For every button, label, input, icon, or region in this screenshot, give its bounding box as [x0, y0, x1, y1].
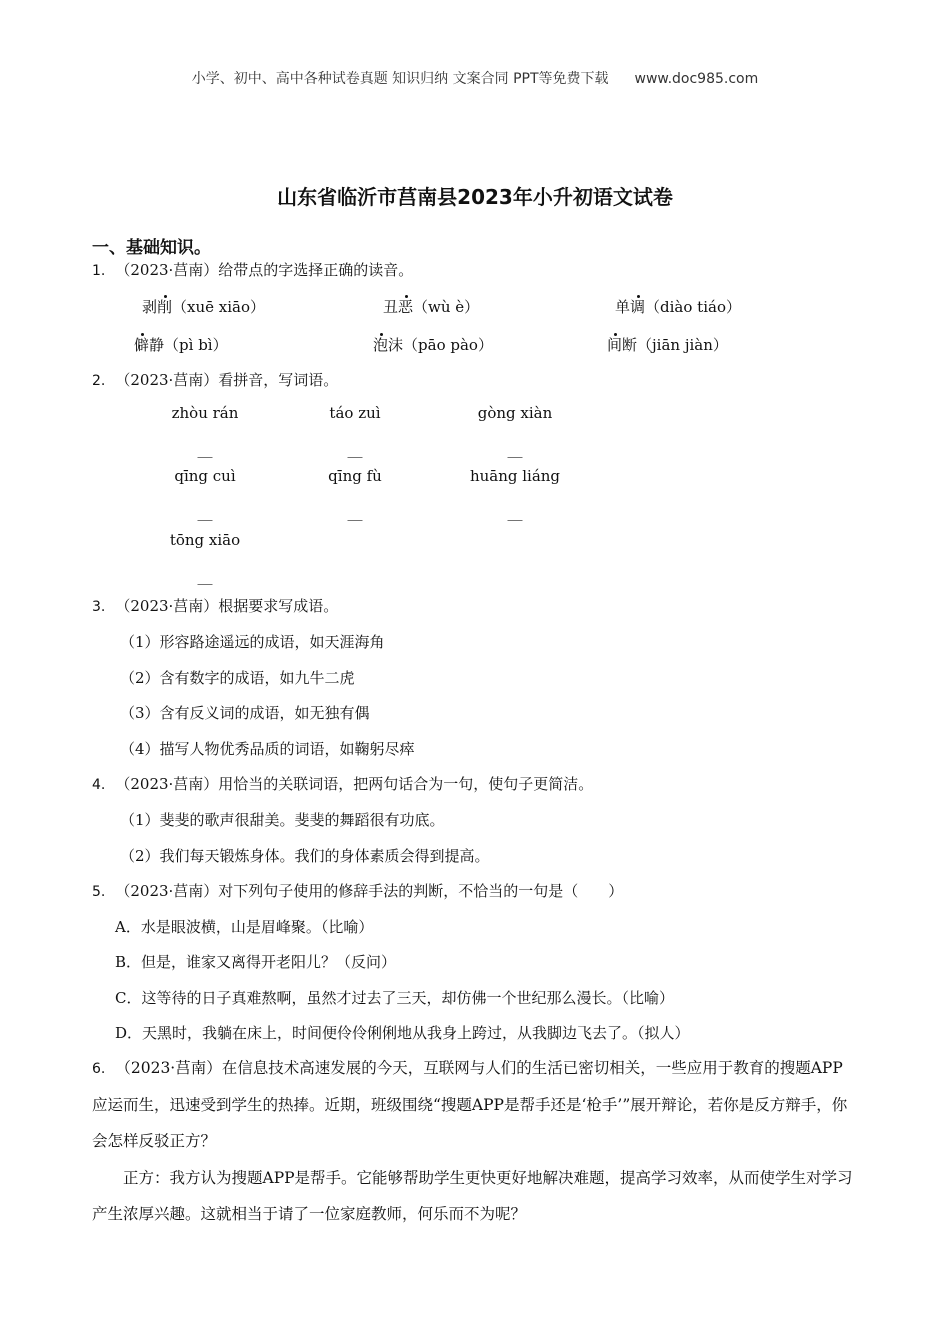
q3-sub-2: （2）含有数字的成语，如九牛二虎: [120, 669, 355, 687]
question-number: 2.: [92, 373, 106, 389]
question-stem: （2023·莒南）看拼音，写词语。: [115, 371, 339, 389]
q6-affirmative-statement: 正方：我方认为搜题APP是帮手。它能够帮助学生更快更好地解决难题，提高学习效率，从而使学生对学习产生浓厚兴趣。这就相当于请了一位家庭教师，何乐而不为呢？: [92, 1169, 853, 1223]
q3-sub-3: （3）含有反义词的成语，如无独有偶: [120, 704, 370, 722]
header-url[interactable]: www.doc985.com: [634, 71, 759, 87]
question-stem: （2023·莒南）在信息技术高速发展的今天，互联网与人们的生活已密切相关，一些应用于教育的搜题APP应运而生，迅速受到学生的热捧。近期，班级围绕“搜题APP是帮手还是‘枪手’”展开辩论，若你是反方辩手，你会怎样反驳正方？: [92, 1059, 848, 1150]
q5-option-d[interactable]: D．天黑时，我躺在床上，时间便伶伶俐俐地从我身上跨过，从我脚边飞去了。（拟人）: [115, 1024, 690, 1042]
q4-sub-1: （1）斐斐的歌声很甜美。斐斐的舞蹈很有功底。: [120, 811, 445, 829]
q1-item-4: 僻静（pì bì）: [134, 336, 228, 354]
q1-item-2: 丑恶（wù è）: [383, 298, 480, 316]
exam-title: 山东省临沂市莒南县2023年小升初语文试卷: [277, 185, 673, 209]
question-2: [92, 369, 338, 390]
question-3: [92, 595, 338, 616]
section-basic-knowledge: 一、基础知识。: [92, 238, 211, 258]
q3-sub-1: （1）形容路途遥远的成语，如天涯海角: [120, 633, 385, 651]
header-text: 小学、初中、高中各种试卷真题 知识归纳 文案合同 PPT等免费下载: [191, 71, 609, 87]
question-stem: （2023·莒南）给带点的字选择正确的读音。: [115, 261, 414, 279]
question-1: [92, 259, 413, 280]
question-number: 6.: [92, 1061, 106, 1077]
question-number: 1.: [92, 263, 106, 279]
q1-item-5: 泡沫（pāo pào）: [373, 336, 493, 354]
answer-blank[interactable]: __: [197, 440, 213, 458]
answer-blank[interactable]: __: [197, 567, 213, 585]
question-stem: （2023·莒南）用恰当的关联词语，把两句话合为一句，使句子更简洁。: [115, 775, 594, 793]
q4-sub-2: （2）我们每天锻炼身体。我们的身体素质会得到提高。: [120, 847, 490, 865]
pinyin-zhouran: zhòu rán: [171, 404, 239, 422]
question-4: [92, 773, 593, 794]
pinyin-taozui: táo zuì: [329, 404, 381, 422]
q1-item-6: 间断（jiān jiàn）: [607, 336, 728, 354]
question-number: 3.: [92, 599, 106, 615]
q5-option-c[interactable]: C．这等待的日子真难熬啊，虽然才过去了三天，却仿佛一个世纪那么漫长。（比喻）: [115, 989, 674, 1007]
pinyin-qingfu: qīng fù: [328, 467, 382, 485]
question-5: [92, 880, 623, 901]
site-header: [0, 68, 950, 88]
q5-option-b[interactable]: B．但是，谁家又离得开老阳儿？（反问）: [115, 953, 397, 971]
q1-item-1: 剥削（xuē xiāo）: [142, 298, 266, 316]
answer-blank[interactable]: __: [347, 503, 363, 521]
answer-blank[interactable]: __: [507, 440, 523, 458]
pinyin-huangliang: huāng liáng: [469, 467, 561, 485]
question-6: [92, 1050, 854, 1159]
question-number: 5.: [92, 884, 106, 900]
q5-option-a[interactable]: A．水是眼波横，山是眉峰聚。（比喻）: [115, 918, 374, 936]
pinyin-gongxian: gòng xiàn: [477, 404, 553, 422]
question-number: 4.: [92, 777, 106, 793]
answer-blank[interactable]: __: [347, 440, 363, 458]
q1-item-3: 单调（diào tiáo）: [615, 298, 741, 316]
answer-blank[interactable]: __: [197, 503, 213, 521]
answer-blank[interactable]: __: [507, 503, 523, 521]
pinyin-qingcui: qīng cuì: [174, 467, 236, 485]
question-stem: （2023·莒南）对下列句子使用的修辞手法的判断，不恰当的一句是（ ）: [115, 882, 624, 900]
pinyin-tongxiao: tōng xiāo: [169, 531, 241, 549]
question-stem: （2023·莒南）根据要求写成语。: [115, 597, 339, 615]
q3-sub-4: （4）描写人物优秀品质的词语，如鞠躬尽瘁: [120, 740, 415, 758]
